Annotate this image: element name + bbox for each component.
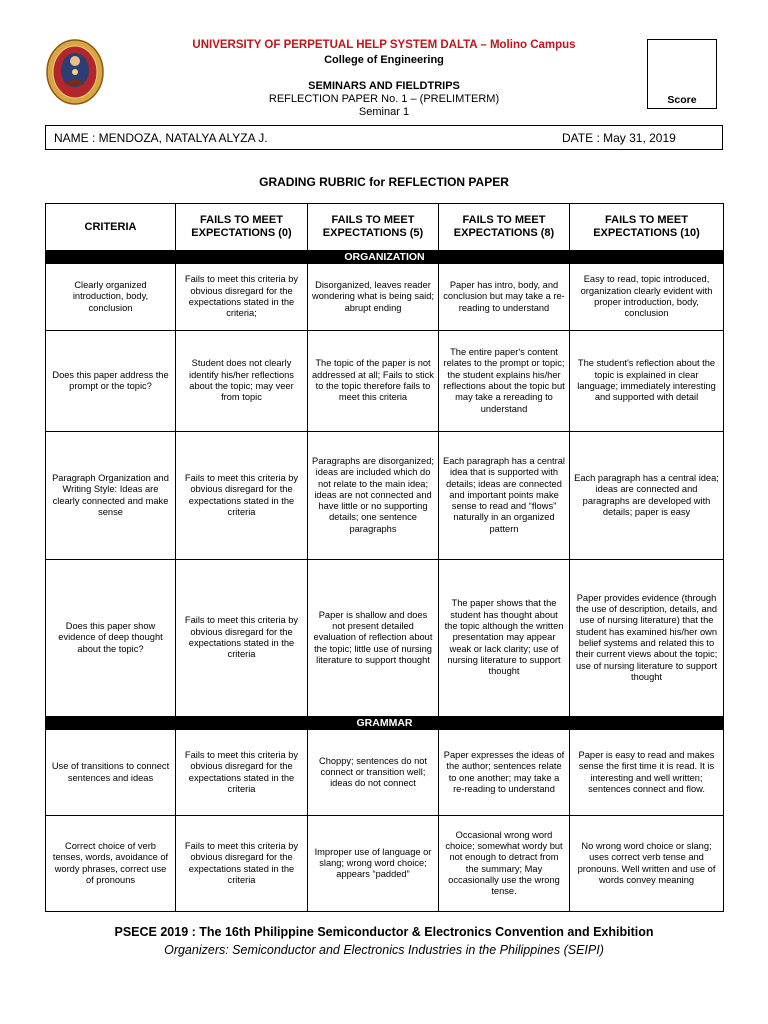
document-header: [120, 38, 648, 119]
table-header-row: [46, 204, 724, 251]
level-cell: Paper has intro, body, and conclusion but may take a re-reading to understand: [439, 264, 570, 331]
level-cell: Paper provides evidence (through the use of description, details, and use of nursing literature) that the student has examined his/her own belief systems and related this to their current views about the topic; use of nursing literature to support thought: [570, 560, 724, 717]
college-name: College of Engineering: [324, 54, 444, 66]
table-row: [46, 331, 724, 432]
level-cell: The student's reflection about the topic is explained in clear language; immediately interesting and supported with detail: [570, 331, 724, 432]
criteria-cell: Correct choice of verb tenses, words, avoidance of wordy phrases, correct use of pronouns: [46, 816, 176, 912]
header-level-10: FAILS TO MEET EXPECTATIONS (10): [570, 204, 724, 251]
level-cell: Improper use of language or slang; wrong word choice; appears “padded”: [308, 816, 439, 912]
header-level-8: FAILS TO MEET EXPECTATIONS (8): [439, 204, 570, 251]
section-row-grammar: [46, 717, 724, 730]
paper-title: REFLECTION PAPER No. 1 – (PRELIMTERM): [268, 93, 500, 105]
level-cell: The entire paper's content relates to the prompt or topic; the student explains his/her reflections about the topic but may take a rereading to understand: [439, 331, 570, 432]
university-seal-icon: [46, 39, 104, 105]
level-cell: Paragraphs are disorganized; ideas are included which do not relate to the main idea; ideas are not connected and have little or no supporting details; one sentence paragraphs: [308, 432, 439, 560]
table-row: [46, 730, 724, 816]
header-level-5: FAILS TO MEET EXPECTATIONS (5): [308, 204, 439, 251]
level-cell: Fails to meet this criteria by obvious disregard for the expectations stated in the criteria;: [176, 264, 308, 331]
table-row: [46, 264, 724, 331]
seminar-label: Seminar 1: [358, 106, 410, 118]
level-cell: Fails to meet this criteria by obvious disregard for the expectations stated in the criteria: [176, 730, 308, 816]
criteria-cell: Does this paper show evidence of deep thought about the topic?: [46, 560, 176, 717]
level-cell: Choppy; sentences do not connect or transition well; ideas do not connect: [308, 730, 439, 816]
section-label: GRAMMAR: [46, 717, 724, 730]
level-cell: Occasional wrong word choice; somewhat wordy but not enough to detract from the summary; May occasionally use the wrong tense.: [439, 816, 570, 912]
organizers-line: Organizers: Semiconductor and Electronics Industries in the Philippines (SEIPI): [164, 943, 604, 957]
course-title: SEMINARS AND FIELDTRIPS: [308, 80, 460, 92]
score-label: Score: [667, 94, 697, 106]
level-cell: Easy to read, topic introduced, organization clearly evident with proper introduction, body, conclusion: [570, 264, 724, 331]
level-cell: Paper is easy to read and makes sense the first time it is read. It is interesting and well written; sentences connect and flow.: [570, 730, 724, 816]
table-row: [46, 432, 724, 560]
student-name: NAME : MENDOZA, NATALYA ALYZA J.: [54, 131, 268, 145]
level-cell: Fails to meet this criteria by obvious disregard for the expectations stated in the criteria: [176, 816, 308, 912]
level-cell: The topic of the paper is not addressed at all; Fails to stick to the topic therefore fails to meet this criteria: [308, 331, 439, 432]
level-cell: Paper is shallow and does not present detailed evaluation of reflection about the topic; little use of nursing literature to support thought: [308, 560, 439, 717]
table-row: [46, 560, 724, 717]
student-info-bar: [45, 125, 723, 150]
convention-title: PSECE 2019 : The 16th Philippine Semiconductor & Electronics Convention and Exhibition: [114, 925, 654, 939]
level-cell: No wrong word choice or slang; uses correct verb tense and pronouns. Well written and use of words convey meaning: [570, 816, 724, 912]
university-name: UNIVERSITY OF PERPETUAL HELP SYSTEM DALTA – Molino Campus: [192, 39, 576, 51]
criteria-cell: Use of transitions to connect sentences and ideas: [46, 730, 176, 816]
level-cell: Fails to meet this criteria by obvious disregard for the expectations stated in the criteria: [176, 560, 308, 717]
criteria-cell: Clearly organized introduction, body, conclusion: [46, 264, 176, 331]
score-box: [647, 39, 717, 109]
table-row: [46, 816, 724, 912]
level-cell: The paper shows that the student has thought about the topic although the written presentation may appear weak or lack clarity; use of nursing literature to support thought: [439, 560, 570, 717]
header-criteria: CRITERIA: [46, 204, 176, 251]
level-cell: Disorganized, leaves reader wondering what is being said; abrupt ending: [308, 264, 439, 331]
section-label: ORGANIZATION: [46, 251, 724, 264]
level-cell: Student does not clearly identify his/her reflections about the topic; may veer from topic: [176, 331, 308, 432]
level-cell: Each paragraph has a central idea; ideas are connected and paragraphs are developed with details; paper is easy: [570, 432, 724, 560]
level-cell: Each paragraph has a central idea that is supported with details; ideas are connected and important points make sense to read and “flows” naturally in an organized pattern: [439, 432, 570, 560]
header-level-0: FAILS TO MEET EXPECTATIONS (0): [176, 204, 308, 251]
submission-date: DATE : May 31, 2019: [562, 131, 676, 145]
rubric-title: GRADING RUBRIC for REFLECTION PAPER: [259, 175, 509, 189]
level-cell: Paper expresses the ideas of the author; sentences relate to one another; may take a re-reading to understand: [439, 730, 570, 816]
criteria-cell: Paragraph Organization and Writing Style: Ideas are clearly connected and make sense: [46, 432, 176, 560]
section-row-organization: [46, 251, 724, 264]
criteria-cell: Does this paper address the prompt or the topic?: [46, 331, 176, 432]
level-cell: Fails to meet this criteria by obvious disregard for the expectations stated in the criteria: [176, 432, 308, 560]
rubric-table: [45, 203, 724, 912]
